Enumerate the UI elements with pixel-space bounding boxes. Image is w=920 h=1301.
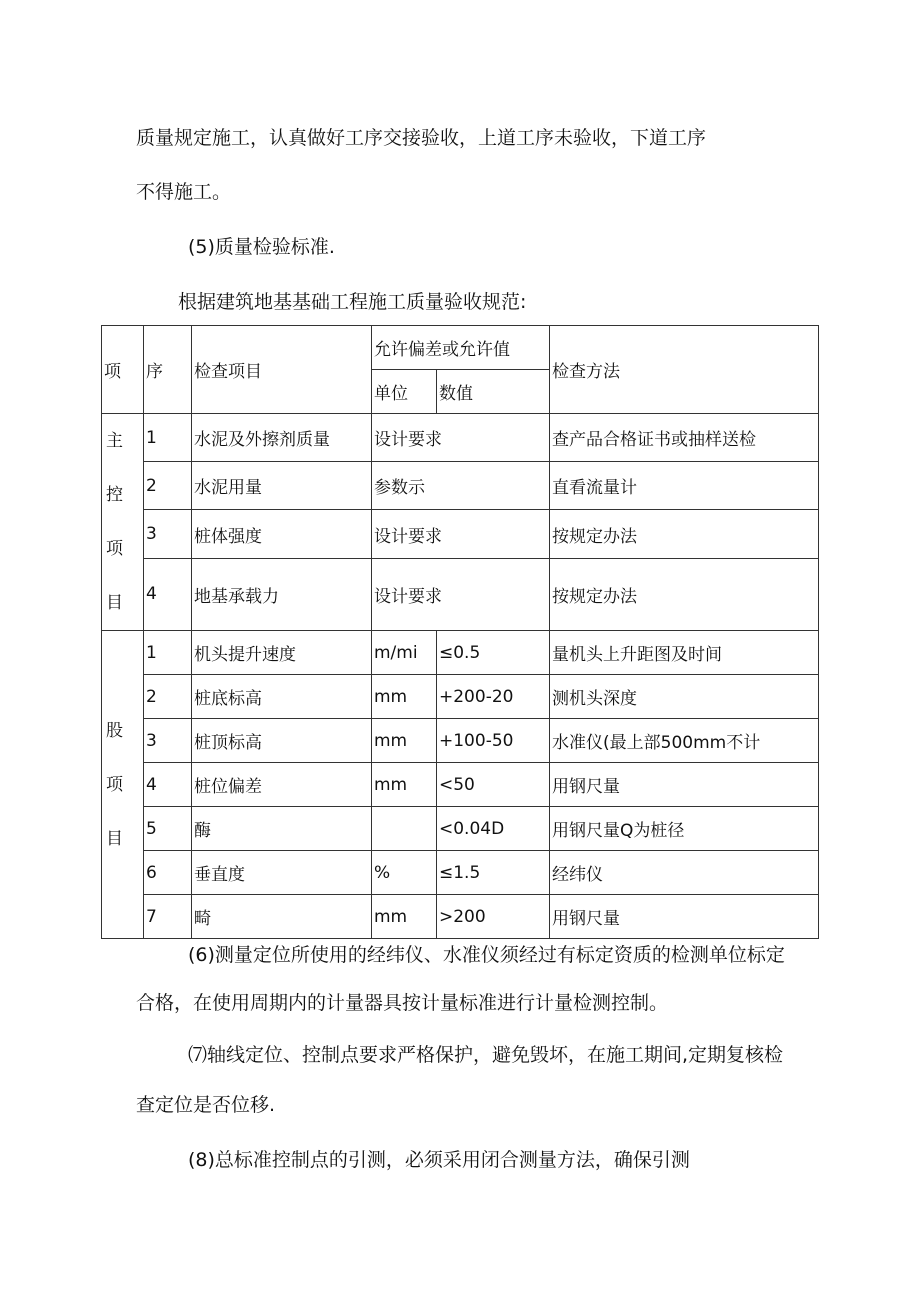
row-seq: 2	[144, 675, 192, 719]
row-method: 直看流量计	[550, 462, 819, 510]
row-unit: m/mi	[372, 631, 437, 675]
table-row	[102, 763, 819, 807]
row-method: 用钢尺量Q为桩径	[550, 807, 819, 851]
table-row	[102, 851, 819, 895]
header-allowance: 允许偏差或允许值	[372, 326, 550, 370]
row-seq: 1	[144, 631, 192, 675]
row-method: 测机头深度	[550, 675, 819, 719]
group-main-control	[102, 414, 144, 631]
table-row	[102, 719, 819, 763]
row-seq: 4	[144, 558, 192, 630]
group-char: 项	[106, 539, 123, 559]
paragraph-1-line-2: 不得施工。	[136, 181, 232, 203]
table-row	[102, 675, 819, 719]
paragraph-1-line-1: 质量规定施工，认真做好工序交接验收，上道工序未验收，下道工序	[136, 127, 707, 149]
header-unit: 单位	[372, 370, 437, 414]
row-value: >200	[437, 895, 550, 939]
group-char: 股	[106, 720, 123, 741]
row-method: 查产品合格证书或抽样送检	[550, 414, 819, 462]
group-char: 目	[106, 593, 123, 613]
row-item: 酶	[192, 807, 372, 851]
row-seq: 5	[144, 807, 192, 851]
group-char: 控	[106, 485, 123, 505]
group-char: 目	[106, 828, 123, 849]
header-seq: 序	[144, 326, 192, 414]
row-item: 畸	[192, 895, 372, 939]
quality-inspection-table	[101, 325, 819, 939]
row-item: 桩顶标高	[192, 719, 372, 763]
row-seq: 1	[144, 414, 192, 462]
row-item: 机头提升速度	[192, 631, 372, 675]
paragraph-6-line-1: (6)测量定位所使用的经纬仪、水准仪须经过有标定资质的检测单位标定	[188, 944, 785, 966]
row-unit: mm	[372, 763, 437, 807]
row-value: ≤1.5	[437, 851, 550, 895]
header-check-item: 检查项目	[192, 326, 372, 414]
header-method: 检查方法	[550, 326, 819, 414]
row-unit: mm	[372, 895, 437, 939]
paragraph-7-line-2: 查定位是否位移.	[136, 1094, 276, 1116]
row-unit: %	[372, 851, 437, 895]
row-unit: mm	[372, 675, 437, 719]
group-general	[102, 631, 144, 939]
table-row	[102, 895, 819, 939]
row-item: 水泥及外擦剂质量	[192, 414, 372, 462]
row-allowance: 设计要求	[372, 414, 550, 462]
row-item: 桩底标高	[192, 675, 372, 719]
row-method: 按规定办法	[550, 558, 819, 630]
row-value: +200-20	[437, 675, 550, 719]
row-value: ≤0.5	[437, 631, 550, 675]
table-row	[102, 462, 819, 510]
row-value: +100-50	[437, 719, 550, 763]
row-method: 量机头上升距图及时间	[550, 631, 819, 675]
row-allowance: 设计要求	[372, 510, 550, 558]
row-allowance: 参数示	[372, 462, 550, 510]
section-5-heading: (5)质量检验标准.	[188, 236, 335, 258]
row-unit: mm	[372, 719, 437, 763]
group-char: 项	[106, 774, 123, 795]
row-method: 用钢尺量	[550, 763, 819, 807]
row-seq: 3	[144, 510, 192, 558]
table-intro: 根据建筑地基基础工程施工质量验收规范:	[178, 291, 527, 313]
table-row	[102, 558, 819, 630]
row-item: 垂直度	[192, 851, 372, 895]
table-row	[102, 807, 819, 851]
header-item: 项	[102, 326, 144, 414]
row-seq: 2	[144, 462, 192, 510]
group-char: 主	[106, 431, 123, 451]
paragraph-7-line-1: ⑺轴线定位、控制点要求严格保护，避免毁坏，在施工期间,定期复核检	[188, 1044, 784, 1066]
row-item: 地基承载力	[192, 558, 372, 630]
row-method: 按规定办法	[550, 510, 819, 558]
row-seq: 3	[144, 719, 192, 763]
table-row	[102, 414, 819, 462]
table-row	[102, 631, 819, 675]
paragraph-8: (8)总标准控制点的引测，必须采用闭合测量方法，确保引测	[188, 1149, 690, 1171]
row-seq: 7	[144, 895, 192, 939]
row-method: 水准仪(最上部500mm不计	[550, 719, 819, 763]
row-value: <50	[437, 763, 550, 807]
paragraph-6-line-2: 合格，在使用周期内的计量器具按计量标准进行计量检测控制。	[136, 992, 669, 1014]
row-unit	[372, 807, 437, 851]
row-method: 用钢尺量	[550, 895, 819, 939]
row-item: 桩位偏差	[192, 763, 372, 807]
row-seq: 4	[144, 763, 192, 807]
row-value: <0.04D	[437, 807, 550, 851]
header-value: 数值	[437, 370, 550, 414]
row-allowance: 设计要求	[372, 558, 550, 630]
row-item: 桩体强度	[192, 510, 372, 558]
table-row	[102, 510, 819, 558]
row-seq: 6	[144, 851, 192, 895]
row-item: 水泥用量	[192, 462, 372, 510]
row-method: 经纬仪	[550, 851, 819, 895]
